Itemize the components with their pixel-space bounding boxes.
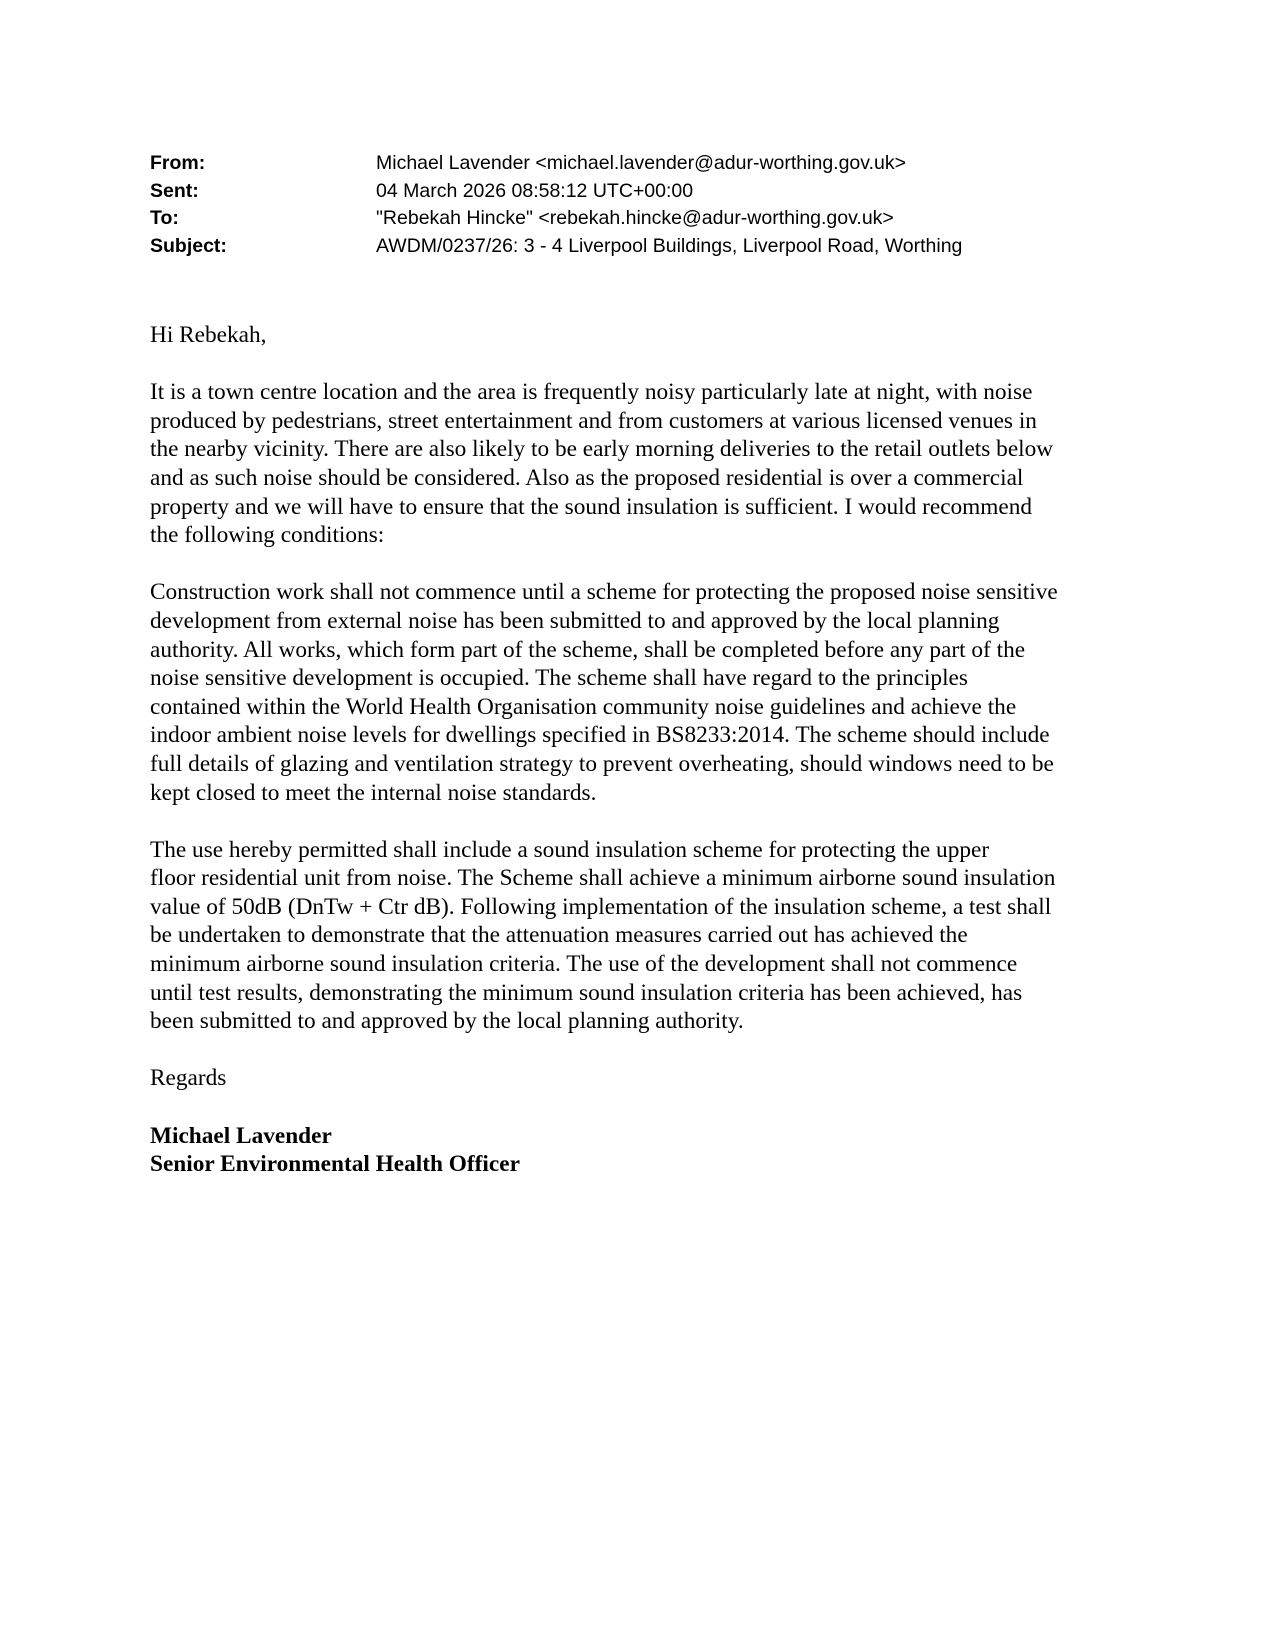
- greeting: Hi Rebekah,: [150, 322, 267, 348]
- paragraph-line: kept closed to meet the internal noise standards.: [150, 779, 597, 806]
- paragraph-condition-external-noise: [150, 578, 1130, 807]
- paragraph-line: contained within the World Health Organisation community noise guidelines and achieve the: [150, 693, 1017, 720]
- signature-name: Michael Lavender: [150, 1122, 332, 1149]
- email-body: [150, 321, 1130, 1207]
- paragraph-line: indoor ambient noise levels for dwellings specified in BS8233:2014. The scheme should include: [150, 722, 1050, 749]
- paragraph-line: until test results, demonstrating the minimum sound insulation criteria has been achieved, has: [150, 979, 1023, 1006]
- from-row: [150, 150, 1150, 178]
- paragraph-context: [150, 378, 1130, 550]
- paragraph-line: full details of glazing and ventilation strategy to prevent overheating, should windows need to be: [150, 750, 1054, 777]
- subject-row: [150, 233, 1150, 261]
- sent-row: [150, 178, 1150, 206]
- closing: Regards: [150, 1065, 227, 1092]
- paragraph-line: property and we will have to ensure that the sound insulation is sufficient. I would recommend: [150, 493, 1033, 520]
- from-value: Michael Lavender <michael.lavender@adur-worthing.gov.uk>: [376, 152, 906, 174]
- paragraph-line: authority. All works, which form part of the scheme, shall be completed before any part of the: [150, 636, 1026, 663]
- paragraph-line: the following conditions:: [150, 522, 385, 549]
- subject-value: AWDM/0237/26: 3 - 4 Liverpool Buildings, Liverpool Road, Worthing: [376, 234, 963, 257]
- paragraph-line: been submitted to and approved by the local planning authority.: [150, 1008, 744, 1035]
- paragraph-line: It is a town centre location and the area is frequently noisy particularly late at night, with noise: [150, 379, 1033, 406]
- email-header: [150, 150, 1150, 260]
- paragraph-line: The use hereby permitted shall include a sound insulation scheme for protecting the upper: [150, 836, 990, 863]
- paragraph-line: produced by pedestrians, street entertainment and from customers at various licensed venues in: [150, 407, 1037, 434]
- paragraph-line: development from external noise has been submitted to and approved by the local planning: [150, 607, 1000, 634]
- signature-title: Senior Environmental Health Officer: [150, 1151, 520, 1178]
- subject-label: Subject:: [150, 234, 227, 257]
- to-label: To:: [150, 207, 179, 229]
- paragraph-line: be undertaken to demonstrate that the attenuation measures carried out has achieved the: [150, 922, 968, 949]
- sent-label: Sent:: [150, 179, 199, 202]
- to-row: [150, 205, 1150, 233]
- to-value: "Rebekah Hincke" <rebekah.hincke@adur-worthing.gov.uk>: [376, 207, 894, 229]
- paragraph-line: Construction work shall not commence until a scheme for protecting the proposed noise sensitive: [150, 579, 1058, 606]
- paragraph-line: minimum airborne sound insulation criteria. The use of the development shall not commence: [150, 951, 1018, 978]
- paragraph-line: the nearby vicinity. There are also likely to be early morning deliveries to the retail outlets below: [150, 436, 1054, 463]
- paragraph-condition-sound-insulation: [150, 836, 1130, 1036]
- signature: [150, 1122, 1130, 1179]
- paragraph-line: floor residential unit from noise. The Scheme shall achieve a minimum airborne sound insulation: [150, 865, 1056, 892]
- from-label: From:: [150, 152, 206, 174]
- sent-value: 04 March 2026 08:58:12 UTC+00:00: [376, 179, 694, 202]
- paragraph-line: value of 50dB (DnTw + Ctr dB). Following implementation of the insulation scheme, a test shall: [150, 893, 1052, 920]
- paragraph-line: and as such noise should be considered. Also as the proposed residential is over a commercial: [150, 464, 1024, 491]
- paragraph-line: noise sensitive development is occupied. The scheme shall have regard to the principles: [150, 665, 968, 692]
